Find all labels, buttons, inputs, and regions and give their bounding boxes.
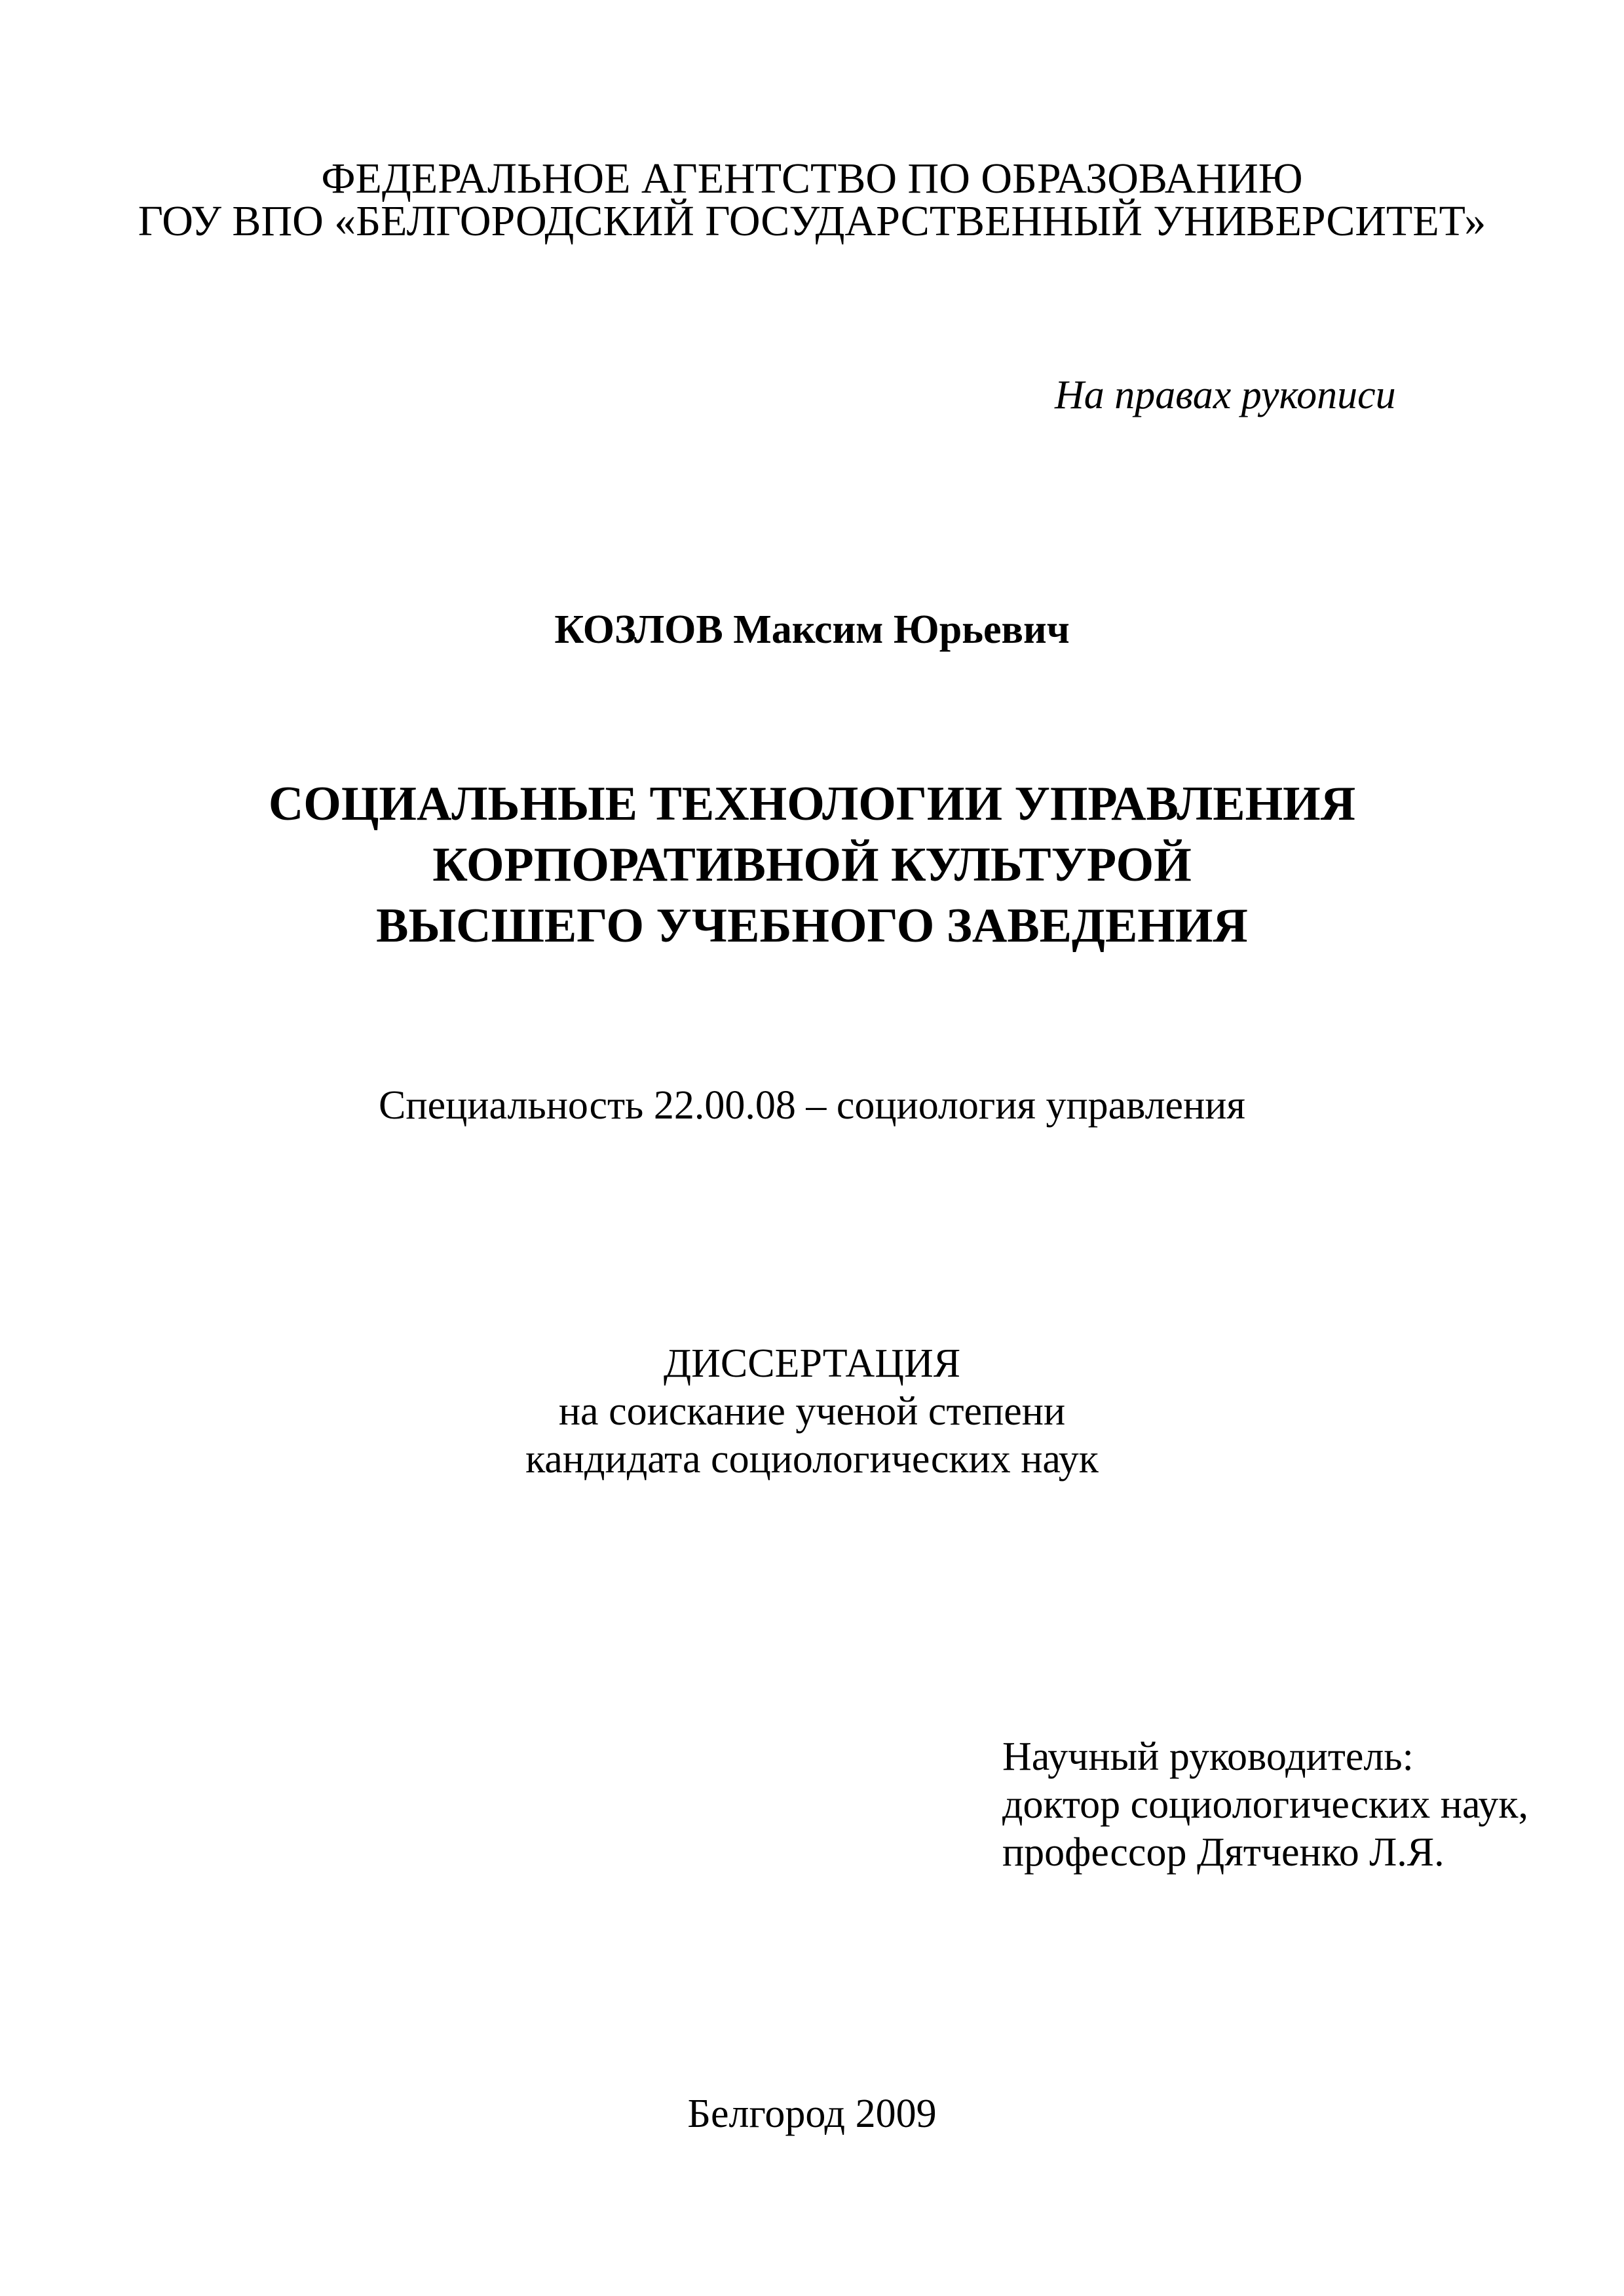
- dissertation-type: ДИССЕРТАЦИЯ: [663, 1341, 961, 1386]
- supervisor-name: профессор Дятченко Л.Я.: [1002, 1830, 1445, 1875]
- supervisor-degree: доктор социологических наук,: [1002, 1782, 1528, 1827]
- agency-name: ФЕДЕРАЛЬНОЕ АГЕНТСТВО ПО ОБРАЗОВАНИЮ: [321, 155, 1303, 202]
- supervisor-label: Научный руководитель:: [1002, 1734, 1414, 1779]
- specialty: Специальность 22.00.08 – социология управления: [379, 1083, 1245, 1128]
- city-year: Белгород 2009: [687, 2092, 937, 2136]
- dissertation-title-line-2: КОРПОРАТИВНОЙ КУЛЬТУРОЙ: [432, 838, 1192, 892]
- dissertation-title-line-3: ВЫСШЕГО УЧЕБНОГО ЗАВЕДЕНИЯ: [376, 899, 1248, 953]
- university-name: ГОУ ВПО «БЕЛГОРОДСКИЙ ГОСУДАРСТВЕННЫЙ УНИВЕРСИТЕТ»: [138, 197, 1486, 245]
- degree-sought-line-1: на соискание ученой степени: [558, 1389, 1066, 1434]
- degree-sought-line-2: кандидата социологических наук: [525, 1437, 1099, 1482]
- manuscript-note: На правах рукописи: [1055, 373, 1396, 417]
- dissertation-title-line-1: СОЦИАЛЬНЫЕ ТЕХНОЛОГИИ УПРАВЛЕНИЯ: [268, 777, 1356, 831]
- author-name: КОЗЛОВ Максим Юрьевич: [554, 607, 1070, 652]
